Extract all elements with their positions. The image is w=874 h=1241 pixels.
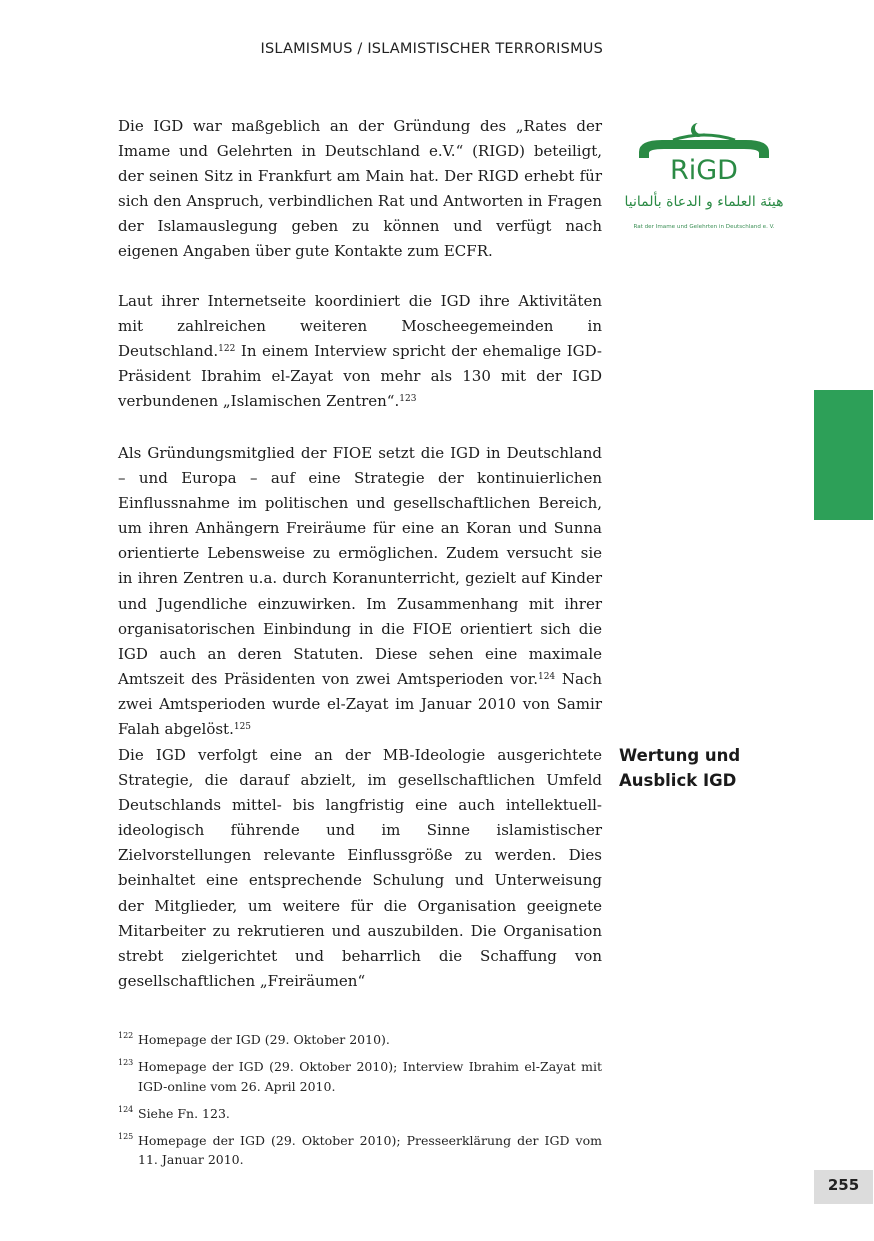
- body-paragraph-1: Die IGD war maßgeblich an der Gründung des „Rates der Imame und Gelehrten in Deutschland e.V.“ (RIGD) beteiligt, der seinen Sitz in Frankfurt am Main hat. Der RIGD erhebt für sich den Anspruch, verbindlichen Rat und Antworten in Fragen der Islamauslegung geben zu können und verfügt nach eigenen Angaben über gute Kontakte zum ECFR.: [118, 117, 602, 261]
- rigd-logo: [618, 118, 790, 236]
- margin-heading: [619, 743, 799, 793]
- paragraph-text: Als Gründungsmitglied der FIOE setzt die IGD in Deutschland – und Europa – auf eine Strategie der kontinuierlichen Einflussnahme im politischen und gesellschaftlichen Bereich, um ihren Anhängern Freiräume für eine an Koran und Sunna orientierte Lebensweise zu ermöglichen. Zudem versucht sie in ihren Zentren u.a. durch Koranunterricht, gezielt auf Kinder und Jugendliche einzuwirken. Im Zusammenhang mit ihrer organisatorischen Einbindung in die FIOE orientiert sich die IGD auch an deren Statuten. Diese sehen eine maximale Amtszeit des Präsidenten von zwei Amtsperioden vor.: [118, 444, 602, 688]
- footnote-125: [118, 1131, 602, 1170]
- body-paragraph-4: Die IGD verfolgt eine an der MB-Ideologie ausgerichtete Strategie, die darauf abzielt, im gesellschaftlichen Umfeld Deutschlands mittel- bis langfristig eine auch intellektuell-ideologisch führende und im Sinne islamistischer Zielvorstellungen relevante Einflussgröße zu werden. Dies beinhaltet eine entsprechende Schulung und Unterweisung der Mitglieder, um weitere für die Organisation geeignete Mitarbeiter zu rekrutieren und auszubilden. Die Organisation strebt zielgerichtet und beharrlich die Schaffung von gesellschaftlichen „Freiräumen“: [118, 746, 602, 990]
- footnote-ref-124[interactable]: 124: [537, 671, 556, 682]
- running-head: ISLAMISMUS / ISLAMISTISCHER TERRORISMUS: [260, 41, 603, 57]
- logo-wordmark: RiGD: [670, 155, 738, 186]
- footnote-number: 124: [118, 1104, 134, 1114]
- footnote-ref-122[interactable]: 122: [218, 344, 236, 355]
- footnotes: [118, 1030, 602, 1177]
- footnote-123: [118, 1057, 602, 1096]
- margin-heading-line: Ausblick IGD: [619, 771, 737, 790]
- paragraph-text: In einem Interview spricht der ehemalige IGD-Präsident Ibrahim el-Zayat von mehr als 130 mit der IGD verbundenen „Islamischen Zentren“.: [118, 342, 602, 411]
- footnote-text: Homepage der IGD (29. Oktober 2010).: [138, 1032, 390, 1047]
- margin-heading-line: Wertung und: [619, 746, 741, 765]
- logo-subtitle: Rat der Imame und Gelehrten in Deutschland e. V.: [633, 224, 775, 230]
- footnote-number: 123: [118, 1058, 134, 1067]
- body-paragraph-2: [118, 289, 602, 414]
- paragraph-text: Laut ihrer Internetseite koordiniert die IGD ihre Aktivitäten mit zahlreichen weiteren Moscheegemeinden in Deutschland.: [118, 292, 602, 361]
- paragraph-text: Nach zwei Amtsperioden wurde el-Zayat im Januar 2010 von Samir Falah abgelöst.: [118, 669, 602, 739]
- chapter-side-tab: [814, 390, 873, 520]
- footnote-number: 122: [118, 1031, 134, 1040]
- footnote-122: [118, 1030, 602, 1050]
- footnote-ref-123[interactable]: 123: [399, 394, 417, 405]
- logo-arabic-text: هيئة العلماء و الدعاة بألمانيا: [624, 194, 784, 210]
- footnote-text: Siehe Fn. 123.: [138, 1105, 230, 1121]
- page-number: 255: [814, 1170, 873, 1204]
- footnote-124: [118, 1104, 602, 1124]
- body-paragraph-3: [118, 441, 602, 742]
- footnote-text: Homepage der IGD (29. Oktober 2010); Interview Ibrahim el-Zayat mit IGD-online vom 26. April 2010.: [138, 1059, 602, 1094]
- footnote-text: Homepage der IGD (29. Oktober 2010); Presseerklärung der IGD vom 11. Januar 2010.: [138, 1132, 602, 1167]
- footnote-ref-125[interactable]: 125: [233, 722, 252, 733]
- footnote-number: 125: [118, 1131, 134, 1141]
